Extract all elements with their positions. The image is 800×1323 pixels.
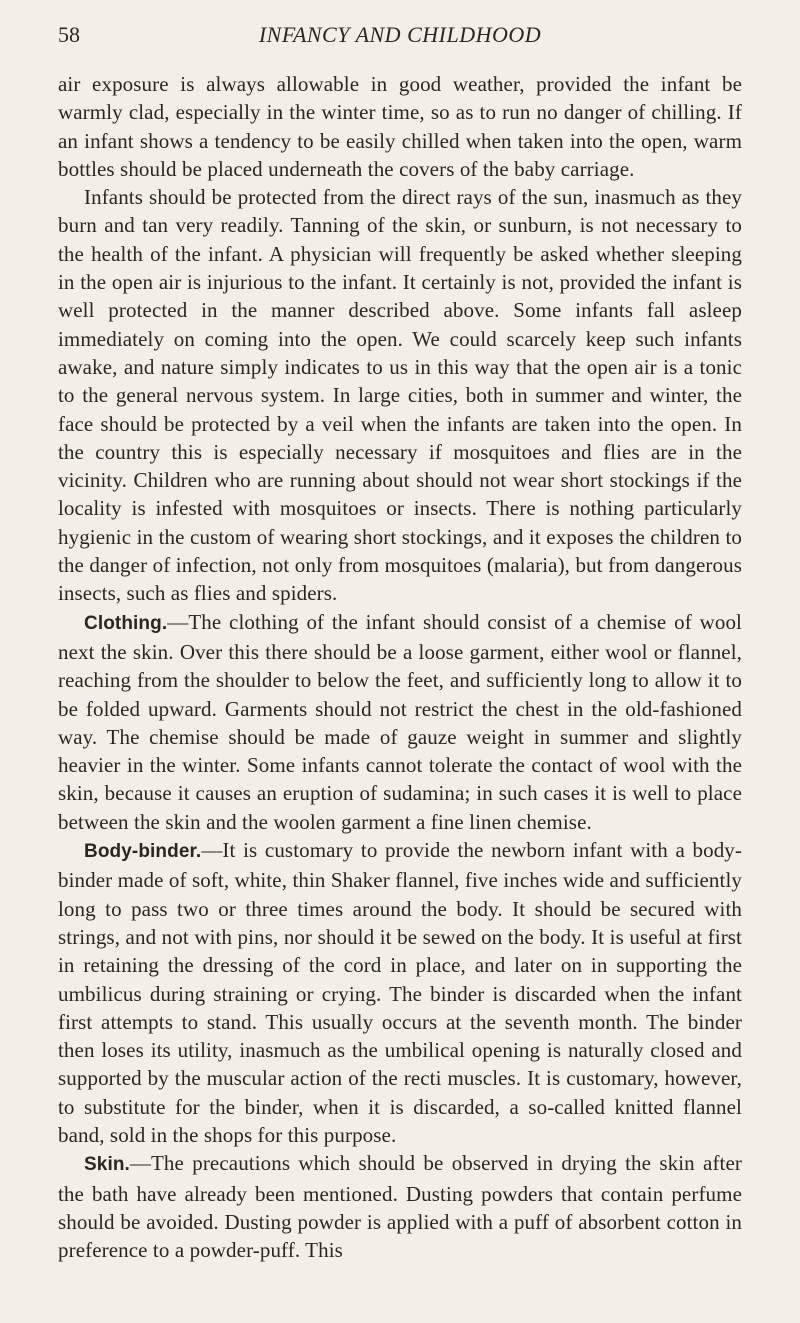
paragraph-body-binder (58, 836, 742, 1149)
paragraph-clothing (58, 608, 742, 836)
paragraph-skin (58, 1149, 742, 1264)
paragraph-text: —The clothing of the infant should consist of a chemise of wool next the skin. Over this there should be a loose garment, either wool or flannel, reaching from the shoulder to below the feet, and sufficiently long to allow it to be folded upward. Garments should not restrict the chest in the old-fashioned way. The chemise should be made of gauze weight in summer and slightly heavier in the winter. Some infants cannot tolerate the contact of wool with the skin, because it causes an eruption of sudamina; in such cases it is well to place between the skin and the woolen garment a fine linen chemise. (58, 609, 742, 834)
running-head (58, 22, 742, 70)
section-heading-skin: Skin. (84, 1154, 130, 1176)
body-text (58, 70, 742, 1264)
section-heading-clothing: Clothing. (84, 612, 168, 634)
paragraph-text: —The precautions which should be observed in drying the skin after the bath have already been mentioned. Dusting powders that contain perfume should be avoided. Dusting powder is applied with a puff of absorbent cotton in preference to a powder-puff. This (58, 1151, 742, 1263)
section-heading-body-binder: Body-binder. (84, 841, 202, 863)
paragraph-sun-protection (58, 183, 742, 607)
paragraph-open-air (58, 70, 742, 183)
page-number: 58 (58, 22, 80, 47)
paragraph-text: —It is customary to provide the newborn infant with a body-binder made of soft, white, thin Shaker flannel, five inches wide and sufficiently long to pass two or three times around the body. It should be secured with strings, and not with pins, nor should it be sewed on the body. It is useful at first in retaining the dressing of the cord in place, and later on in supporting the umbilicus during straining or crying. The binder is discarded when the infant first attempts to stand. This usually occurs at the seventh month. The binder then loses its utility, inasmuch as the umbilical opening is naturally closed and supported by the muscular action of the recti muscles. It is customary, however, to substitute for the binder, when it is discarded, a so-called knitted flannel band, sold in the shops for this purpose. (58, 838, 742, 1147)
running-title: INFANCY AND CHILDHOOD (258, 22, 542, 47)
paragraph-text: air exposure is always allowable in good weather, provided the infant be warmly clad, especially in the winter time, so as to run no danger of chilling. If an infant shows a tendency to be easily chilled when taken into the open, warm bottles should be placed underneath the covers of the baby carriage. (58, 72, 742, 181)
paragraph-text: Infants should be protected from the direct rays of the sun, inasmuch as they burn and tan very readily. Tanning of the skin, or sunburn, is not necessary to the health of the infant. A physician will frequently be asked whether sleeping in the open air is injurious to the infant. It certainly is not, provided the infant is well protected in the manner described above. Some infants fall asleep immediately on coming into the open. We could scarcely keep such infants awake, and nature simply indicates to us in this way that the open air is a tonic to the general nervous system. In large cities, both in summer and winter, the face should be protected by a veil when the infants are taken into the open. In the country this is especially necessary if mosquitoes and flies are in the vicinity. Children who are running about should not wear short stockings if the locality is infested with mosquitoes or insects. There is nothing particularly hygienic in the custom of wearing short stockings, and it exposes the children to the danger of infection, not only from mosquitoes (malaria), but from dangerous insects, such as flies and spiders. (58, 185, 742, 606)
